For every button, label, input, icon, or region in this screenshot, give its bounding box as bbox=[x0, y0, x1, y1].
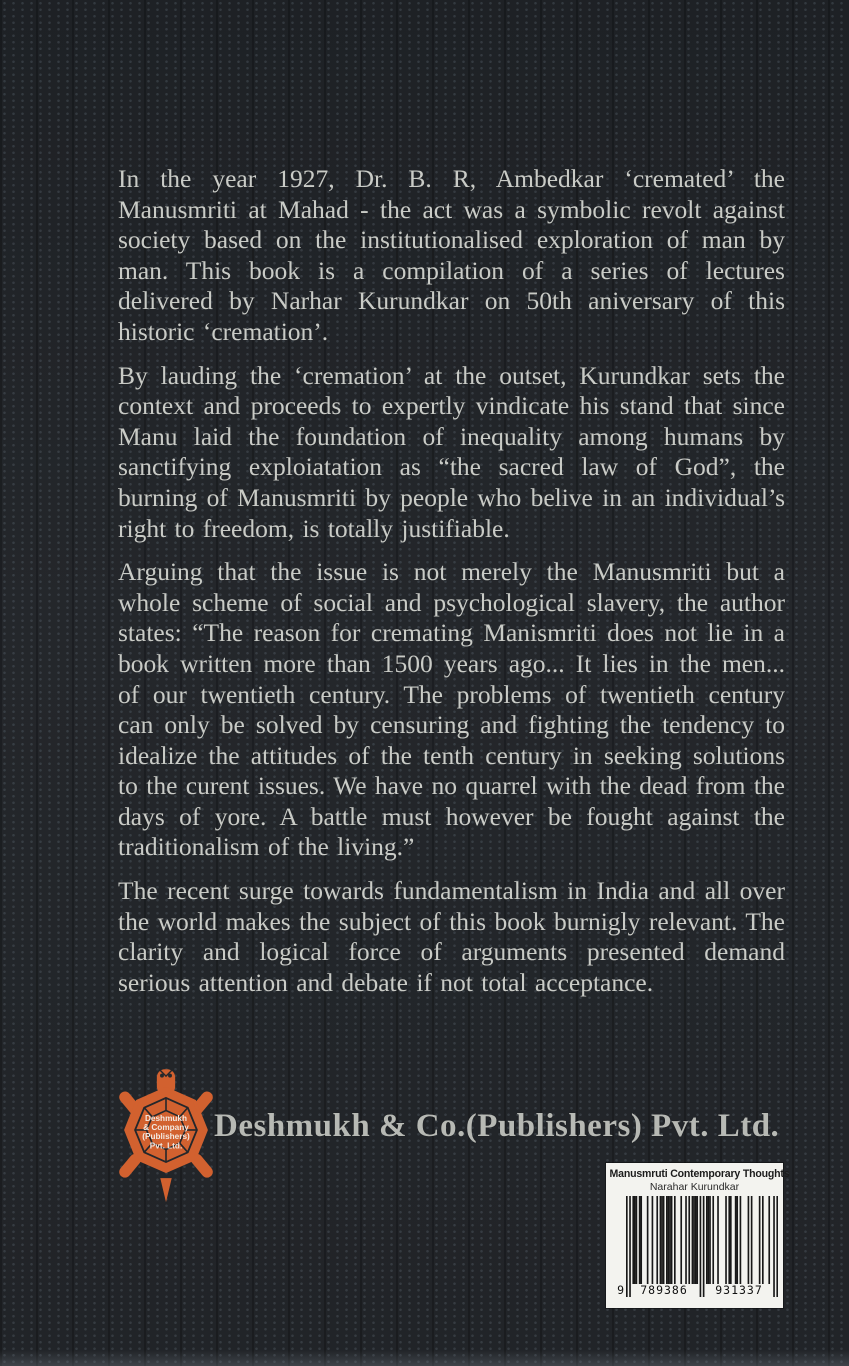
isbn-right-group: 931337 bbox=[707, 1284, 771, 1297]
barcode-book-title: Manusmruti Contemporary Thoughts bbox=[609, 1168, 790, 1180]
synopsis-paragraph-3: Arguing that the issue is not merely the Manusmriti but a whole scheme of social and psychological slavery, the author states: “The reason for cremating Manismriti does not lie in a book written more than 1500 years ago... It lies in the men... of our twentieth century. The problems of twentieth century can only be solved by censuring and fighting the tendency to idealize the attitudes of the tenth century in seeking solutions to the curent issues. We have no quarrel with the dead from the days of yore. A battle must however be fought against the traditionalism of the living.” bbox=[118, 557, 785, 862]
svg-text:Deshmukh: Deshmukh bbox=[144, 1113, 188, 1123]
synopsis-paragraph-1: In the year 1927, Dr. B. R, Ambedkar ‘cremated’ the Manusmriti at Mahad - the act was a symbolic revolt against society based on the institutionalised exploration of man by man. This book is a compilation of a series of lectures delivered by Narhar Kurundkar on 50th aniversary of this historic ‘cremation’. bbox=[118, 164, 785, 346]
publisher-name: Deshmukh & Co.(Publishers) Pvt. Ltd. bbox=[214, 1108, 780, 1144]
barcode-label bbox=[606, 1163, 790, 1308]
barcode-digits bbox=[617, 1283, 778, 1297]
svg-text:Pvt. Ltd.: Pvt. Ltd. bbox=[149, 1141, 183, 1151]
synopsis-text-block bbox=[118, 164, 785, 1011]
barcode-bars bbox=[617, 1196, 778, 1297]
turtle-icon bbox=[103, 1063, 229, 1213]
synopsis-paragraph-4: The recent surge towards fundamentalism in India and all over the world makes the subject of this book burnigly relevant. The clarity and logical force of arguments presented demand serious attention and debate if not total acceptance. bbox=[118, 876, 785, 997]
svg-text:(Publishers): (Publishers) bbox=[142, 1132, 190, 1142]
synopsis-paragraph-2: By lauding the ‘cremation’ at the outset, Kurundkar sets the context and proceeds to expertly vindicate his stand that since Manu laid the foundation of inequality among humans by sanctifying exploiatation as “the sacred law of God”, the burning of Manusmriti by people who belive in an individual’s right to freedom, is totally justifiable. bbox=[118, 360, 785, 543]
isbn-first-digit: 9 bbox=[617, 1283, 624, 1297]
barcode-author: Narahar Kurundkar bbox=[649, 1181, 740, 1193]
isbn-left-group: 789386 bbox=[632, 1284, 696, 1297]
svg-text:& Company: & Company bbox=[143, 1122, 189, 1132]
scan-edge-highlight bbox=[0, 1350, 849, 1366]
